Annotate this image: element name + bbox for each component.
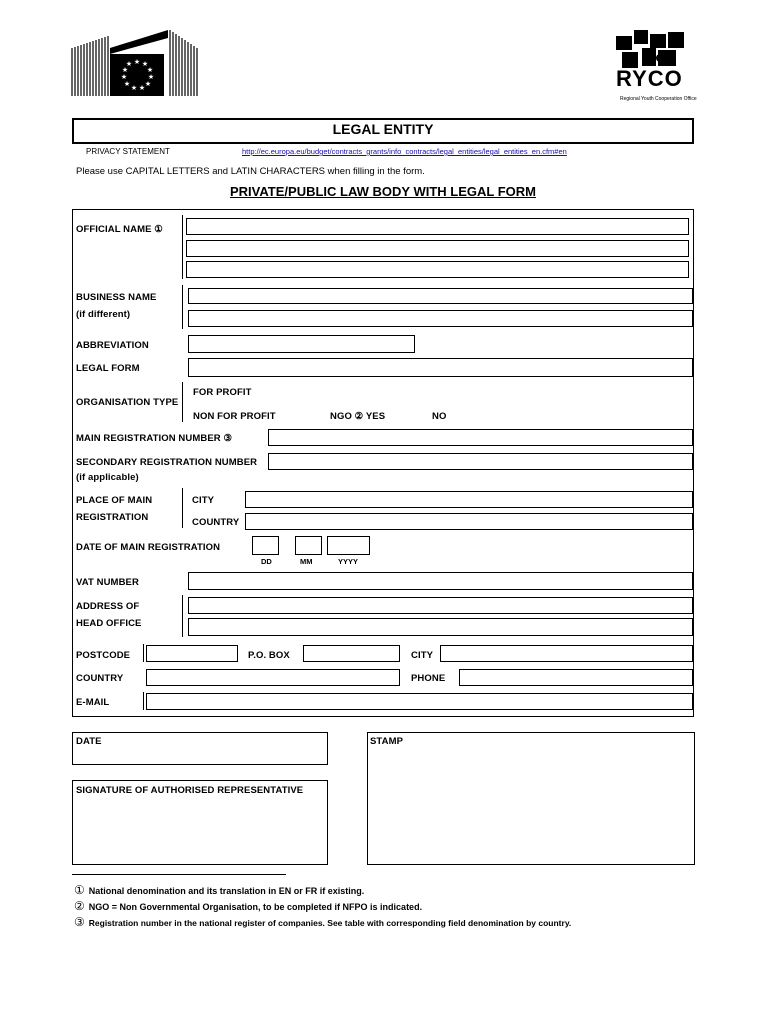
city2-label: CITY bbox=[411, 650, 434, 661]
yyyy-label: YYYY bbox=[338, 557, 359, 566]
date-mm-field[interactable] bbox=[295, 536, 322, 555]
po-box-field[interactable] bbox=[303, 645, 400, 662]
phone-field[interactable] bbox=[459, 669, 693, 686]
vat-field[interactable] bbox=[188, 572, 693, 590]
ryco-logo-text: RYCO bbox=[616, 66, 683, 91]
divider bbox=[182, 285, 183, 329]
divider bbox=[182, 595, 183, 637]
if-different-label: (if different) bbox=[76, 309, 131, 320]
stamp-label: STAMP bbox=[370, 736, 404, 747]
privacy-link[interactable]: http://ec.europa.eu/budget/contracts_grants/info_contracts/legal_entities/legal_entities_en.cfm#en bbox=[242, 147, 567, 156]
secondary-registration-label: SECONDARY REGISTRATION NUMBER bbox=[76, 457, 258, 468]
footnote-rule bbox=[72, 874, 286, 875]
organisation-type-label: ORGANISATION TYPE bbox=[76, 397, 179, 408]
registration-country-field[interactable] bbox=[245, 513, 693, 530]
legal-form-field[interactable] bbox=[188, 358, 693, 377]
country2-label: COUNTRY bbox=[76, 673, 124, 684]
svg-text:★: ★ bbox=[120, 73, 128, 81]
svg-text:★: ★ bbox=[138, 84, 146, 92]
footnote-3 bbox=[74, 915, 571, 929]
svg-text:★: ★ bbox=[144, 80, 152, 88]
footnote-3-text: Registration number in the national register of companies. See table with corresponding field denomination by country. bbox=[88, 918, 572, 928]
footnote-1-marker: ① bbox=[74, 883, 85, 897]
footnote-3-marker: ③ bbox=[74, 915, 85, 929]
address-label-1: ADDRESS OF bbox=[76, 601, 140, 612]
place-registration-label-1: PLACE OF MAIN bbox=[76, 495, 153, 506]
postcode-field[interactable] bbox=[146, 645, 238, 662]
footnote-2-marker: ② bbox=[74, 899, 85, 913]
phone-label: PHONE bbox=[411, 673, 446, 684]
main-registration-field[interactable] bbox=[268, 429, 693, 446]
stamp-box[interactable] bbox=[367, 732, 695, 865]
registration-city-field[interactable] bbox=[245, 491, 693, 508]
ngo-yes-option[interactable]: NGO ② YES bbox=[330, 411, 386, 422]
official-name-field-2[interactable] bbox=[186, 240, 689, 257]
svg-text:★: ★ bbox=[123, 80, 131, 88]
postcode-label: POSTCODE bbox=[76, 650, 131, 661]
country-field[interactable] bbox=[146, 669, 400, 686]
for-profit-option[interactable]: FOR PROFIT bbox=[193, 387, 252, 398]
divider bbox=[182, 488, 183, 528]
po-box-label: P.O. BOX bbox=[248, 650, 290, 661]
city-field[interactable] bbox=[440, 645, 693, 662]
form-title: PRIVATE/PUBLIC LAW BODY WITH LEGAL FORM bbox=[230, 184, 536, 199]
address-label-2: HEAD OFFICE bbox=[76, 618, 142, 629]
date-yyyy-field[interactable] bbox=[327, 536, 370, 555]
divider bbox=[182, 215, 183, 279]
page-title: LEGAL ENTITY bbox=[332, 121, 434, 137]
footnote-2 bbox=[74, 899, 422, 913]
abbreviation-label: ABBREVIATION bbox=[76, 340, 149, 351]
date-box[interactable] bbox=[72, 732, 328, 765]
instruction-text: Please use CAPITAL LETTERS and LATIN CHARACTERS when filling in the form. bbox=[76, 166, 425, 177]
legal-form-label: LEGAL FORM bbox=[76, 363, 140, 374]
dd-label: DD bbox=[261, 557, 272, 566]
privacy-label: PRIVACY STATEMENT bbox=[86, 147, 170, 156]
divider bbox=[143, 692, 144, 710]
vat-label: VAT NUMBER bbox=[76, 577, 139, 588]
date-dd-field[interactable] bbox=[252, 536, 279, 555]
official-name-field-3[interactable] bbox=[186, 261, 689, 278]
footnote-1-text: National denomination and its translation in EN or FR if existing. bbox=[88, 886, 365, 896]
footnote-2-text: NGO = Non Governmental Organisation, to be completed if NFPO is indicated. bbox=[88, 902, 423, 912]
divider bbox=[143, 644, 144, 662]
svg-text:★: ★ bbox=[146, 66, 154, 74]
address-field-2[interactable] bbox=[188, 618, 693, 636]
abbreviation-field[interactable] bbox=[188, 335, 415, 353]
email-label: E-MAIL bbox=[76, 697, 110, 708]
non-for-profit-option[interactable]: NON FOR PROFIT bbox=[193, 411, 276, 422]
svg-text:★: ★ bbox=[147, 73, 155, 81]
secondary-registration-field[interactable] bbox=[268, 453, 693, 470]
business-name-field-1[interactable] bbox=[188, 288, 693, 304]
ryco-subtitle: Regional Youth Cooperation Office bbox=[620, 96, 697, 102]
eu-commission-logo bbox=[70, 28, 210, 100]
date-registration-label: DATE OF MAIN REGISTRATION bbox=[76, 542, 221, 553]
main-registration-label: MAIN REGISTRATION NUMBER ③ bbox=[76, 433, 233, 444]
country-label: COUNTRY bbox=[192, 517, 240, 528]
ngo-no-option[interactable]: NO bbox=[432, 411, 447, 422]
svg-text:★: ★ bbox=[121, 66, 129, 74]
place-registration-label-2: REGISTRATION bbox=[76, 512, 149, 523]
business-name-field-2[interactable] bbox=[188, 310, 693, 327]
official-name-label: OFFICIAL NAME ① bbox=[76, 224, 163, 235]
svg-text:★: ★ bbox=[125, 60, 133, 68]
city-label: CITY bbox=[192, 495, 215, 506]
email-field[interactable] bbox=[146, 693, 693, 710]
business-name-label: BUSINESS NAME bbox=[76, 292, 157, 303]
signature-label: SIGNATURE OF AUTHORISED REPRESENTATIVE bbox=[76, 785, 304, 796]
date-label: DATE bbox=[76, 736, 102, 747]
address-field-1[interactable] bbox=[188, 597, 693, 614]
official-name-field-1[interactable] bbox=[186, 218, 689, 235]
divider bbox=[182, 382, 183, 422]
svg-text:★: ★ bbox=[130, 84, 138, 92]
mm-label: MM bbox=[300, 557, 313, 566]
if-applicable-label: (if applicable) bbox=[76, 472, 139, 483]
footnote-1 bbox=[74, 883, 364, 897]
svg-text:★: ★ bbox=[133, 58, 141, 66]
svg-text:★: ★ bbox=[141, 60, 149, 68]
